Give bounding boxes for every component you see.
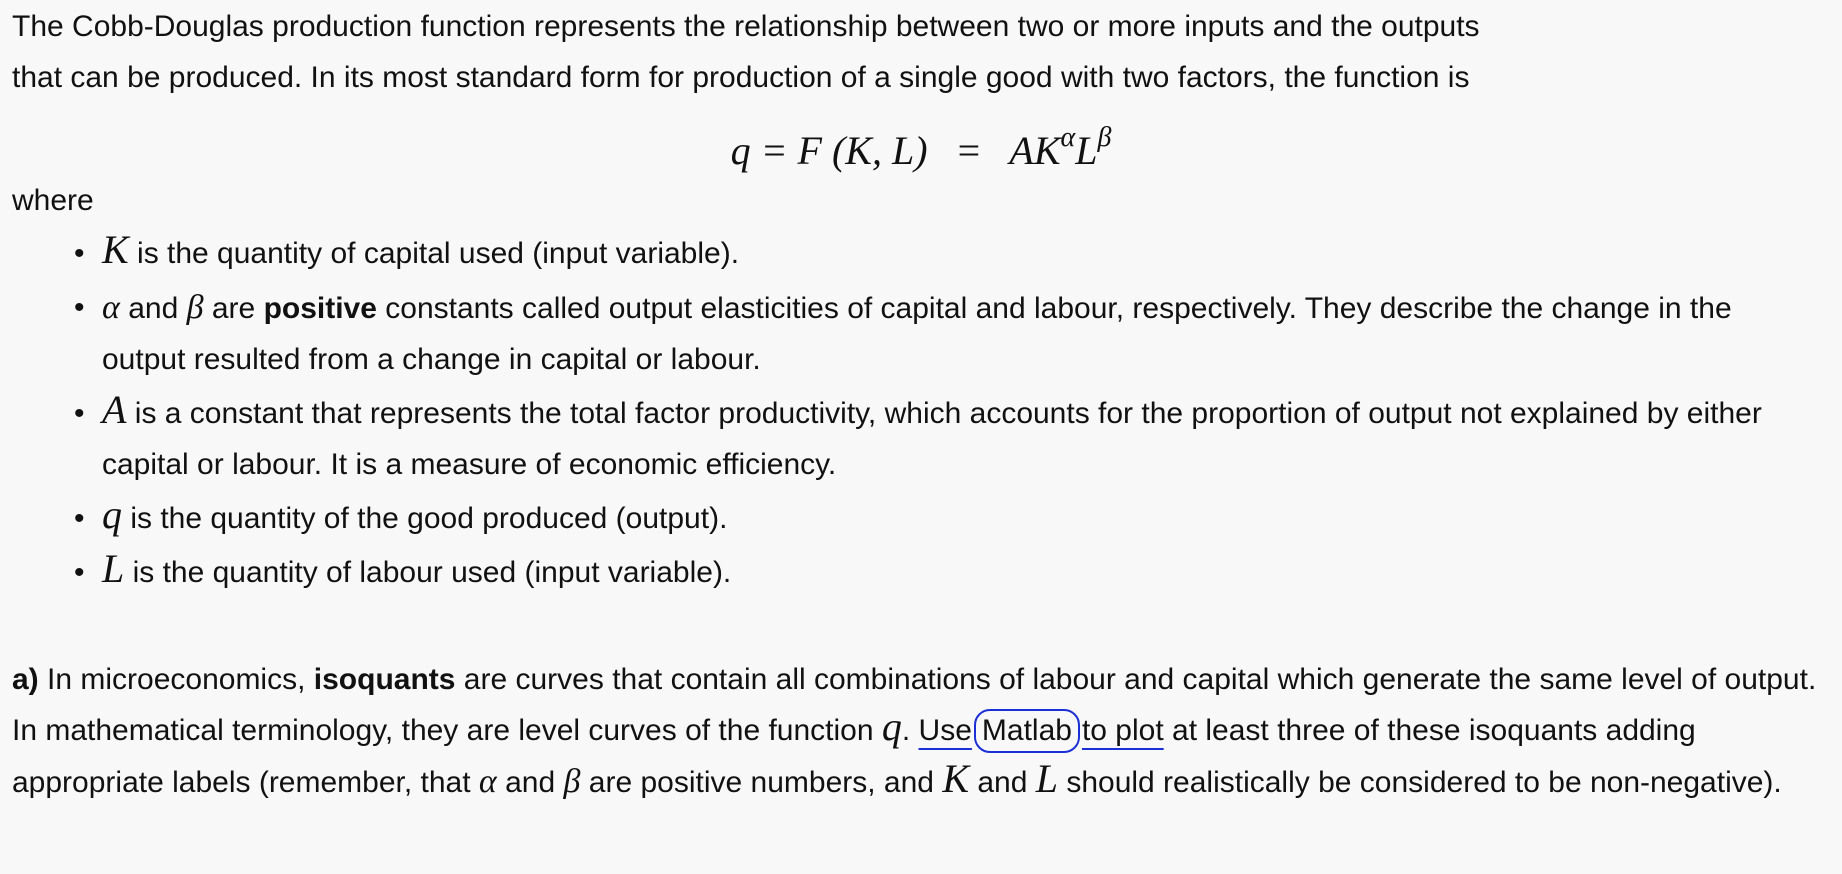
formula-k: K: [1033, 128, 1061, 173]
symbol-k: K: [102, 227, 129, 272]
intro-paragraph: [12, 1, 1832, 103]
formula-alpha: α: [1060, 122, 1076, 153]
underlined-use: Use: [918, 714, 972, 747]
bold-positive: positive: [263, 292, 377, 325]
part-a-paragraph: [12, 654, 1832, 808]
definition-text: is a constant that represents the total factor productivity, which accounts for the proportion of output not explained by either capital or labour. It is a measure of economic efficiency.: [102, 397, 1762, 481]
definition-text: are: [203, 292, 264, 325]
formula-coef: A: [1009, 128, 1034, 173]
definition-text: is the quantity of capital used (input variable).: [128, 237, 740, 270]
intro-line-2: that can be produced. In its most standard form for production of a single good with two factors, the function is: [12, 61, 1470, 94]
part-a-text: .: [901, 714, 919, 747]
part-a-text: at least three of these isoquants adding appropriate labels (remember, that: [12, 714, 1696, 799]
intro-line-1: The Cobb-Douglas production function represents the relationship between two or more inputs and the outputs: [12, 10, 1480, 43]
circled-matlab: Matlab: [974, 709, 1080, 753]
symbol-l: L: [102, 546, 125, 591]
symbol-beta: β: [563, 763, 581, 800]
list-item: [102, 547, 1818, 598]
list-item: [102, 388, 1818, 490]
formula-lhs: q = F (K, L): [730, 128, 928, 173]
definition-text: constants called output elasticities of capital and labour, respectively. They describe the change in the output resulted from a change in capital or labour.: [102, 292, 1732, 376]
part-a-text: are positive numbers, and: [580, 766, 943, 799]
symbol-q: q: [102, 492, 122, 537]
part-a-text: should realistically be considered to be non-negative).: [1057, 766, 1782, 799]
definitions-list: [102, 228, 1818, 601]
part-a-text: and: [969, 766, 1036, 799]
part-a-label: a): [12, 663, 39, 696]
symbol-alpha: α: [478, 763, 497, 800]
cobb-douglas-formula: [0, 110, 1842, 179]
symbol-k: K: [942, 756, 969, 801]
part-a-text: and: [496, 766, 564, 799]
symbol-alpha: α: [102, 289, 120, 326]
definition-text: is the quantity of the good produced (output).: [122, 502, 728, 535]
symbol-beta: β: [186, 289, 204, 326]
part-a-text: are curves that contain all combinations of labour and capital which generate the same level of output. In mathematical terminology, they are level curves of the function: [12, 663, 1817, 747]
formula-beta: β: [1097, 122, 1112, 153]
list-item: [102, 493, 1818, 544]
part-a-text: In microeconomics,: [38, 663, 314, 696]
symbol-q: q: [881, 704, 902, 749]
definition-text: and: [119, 292, 187, 325]
formula-equals: =: [957, 128, 981, 173]
underlined-to-plot: to plot: [1081, 714, 1164, 747]
formula-l: L: [1075, 128, 1098, 173]
list-item: [102, 282, 1818, 385]
bold-isoquants: isoquants: [313, 663, 456, 696]
symbol-l: L: [1035, 756, 1058, 801]
where-label: where: [12, 184, 94, 217]
definition-text: is the quantity of labour used (input variable).: [124, 556, 732, 589]
symbol-a: A: [102, 387, 127, 432]
list-item: [102, 228, 1818, 279]
